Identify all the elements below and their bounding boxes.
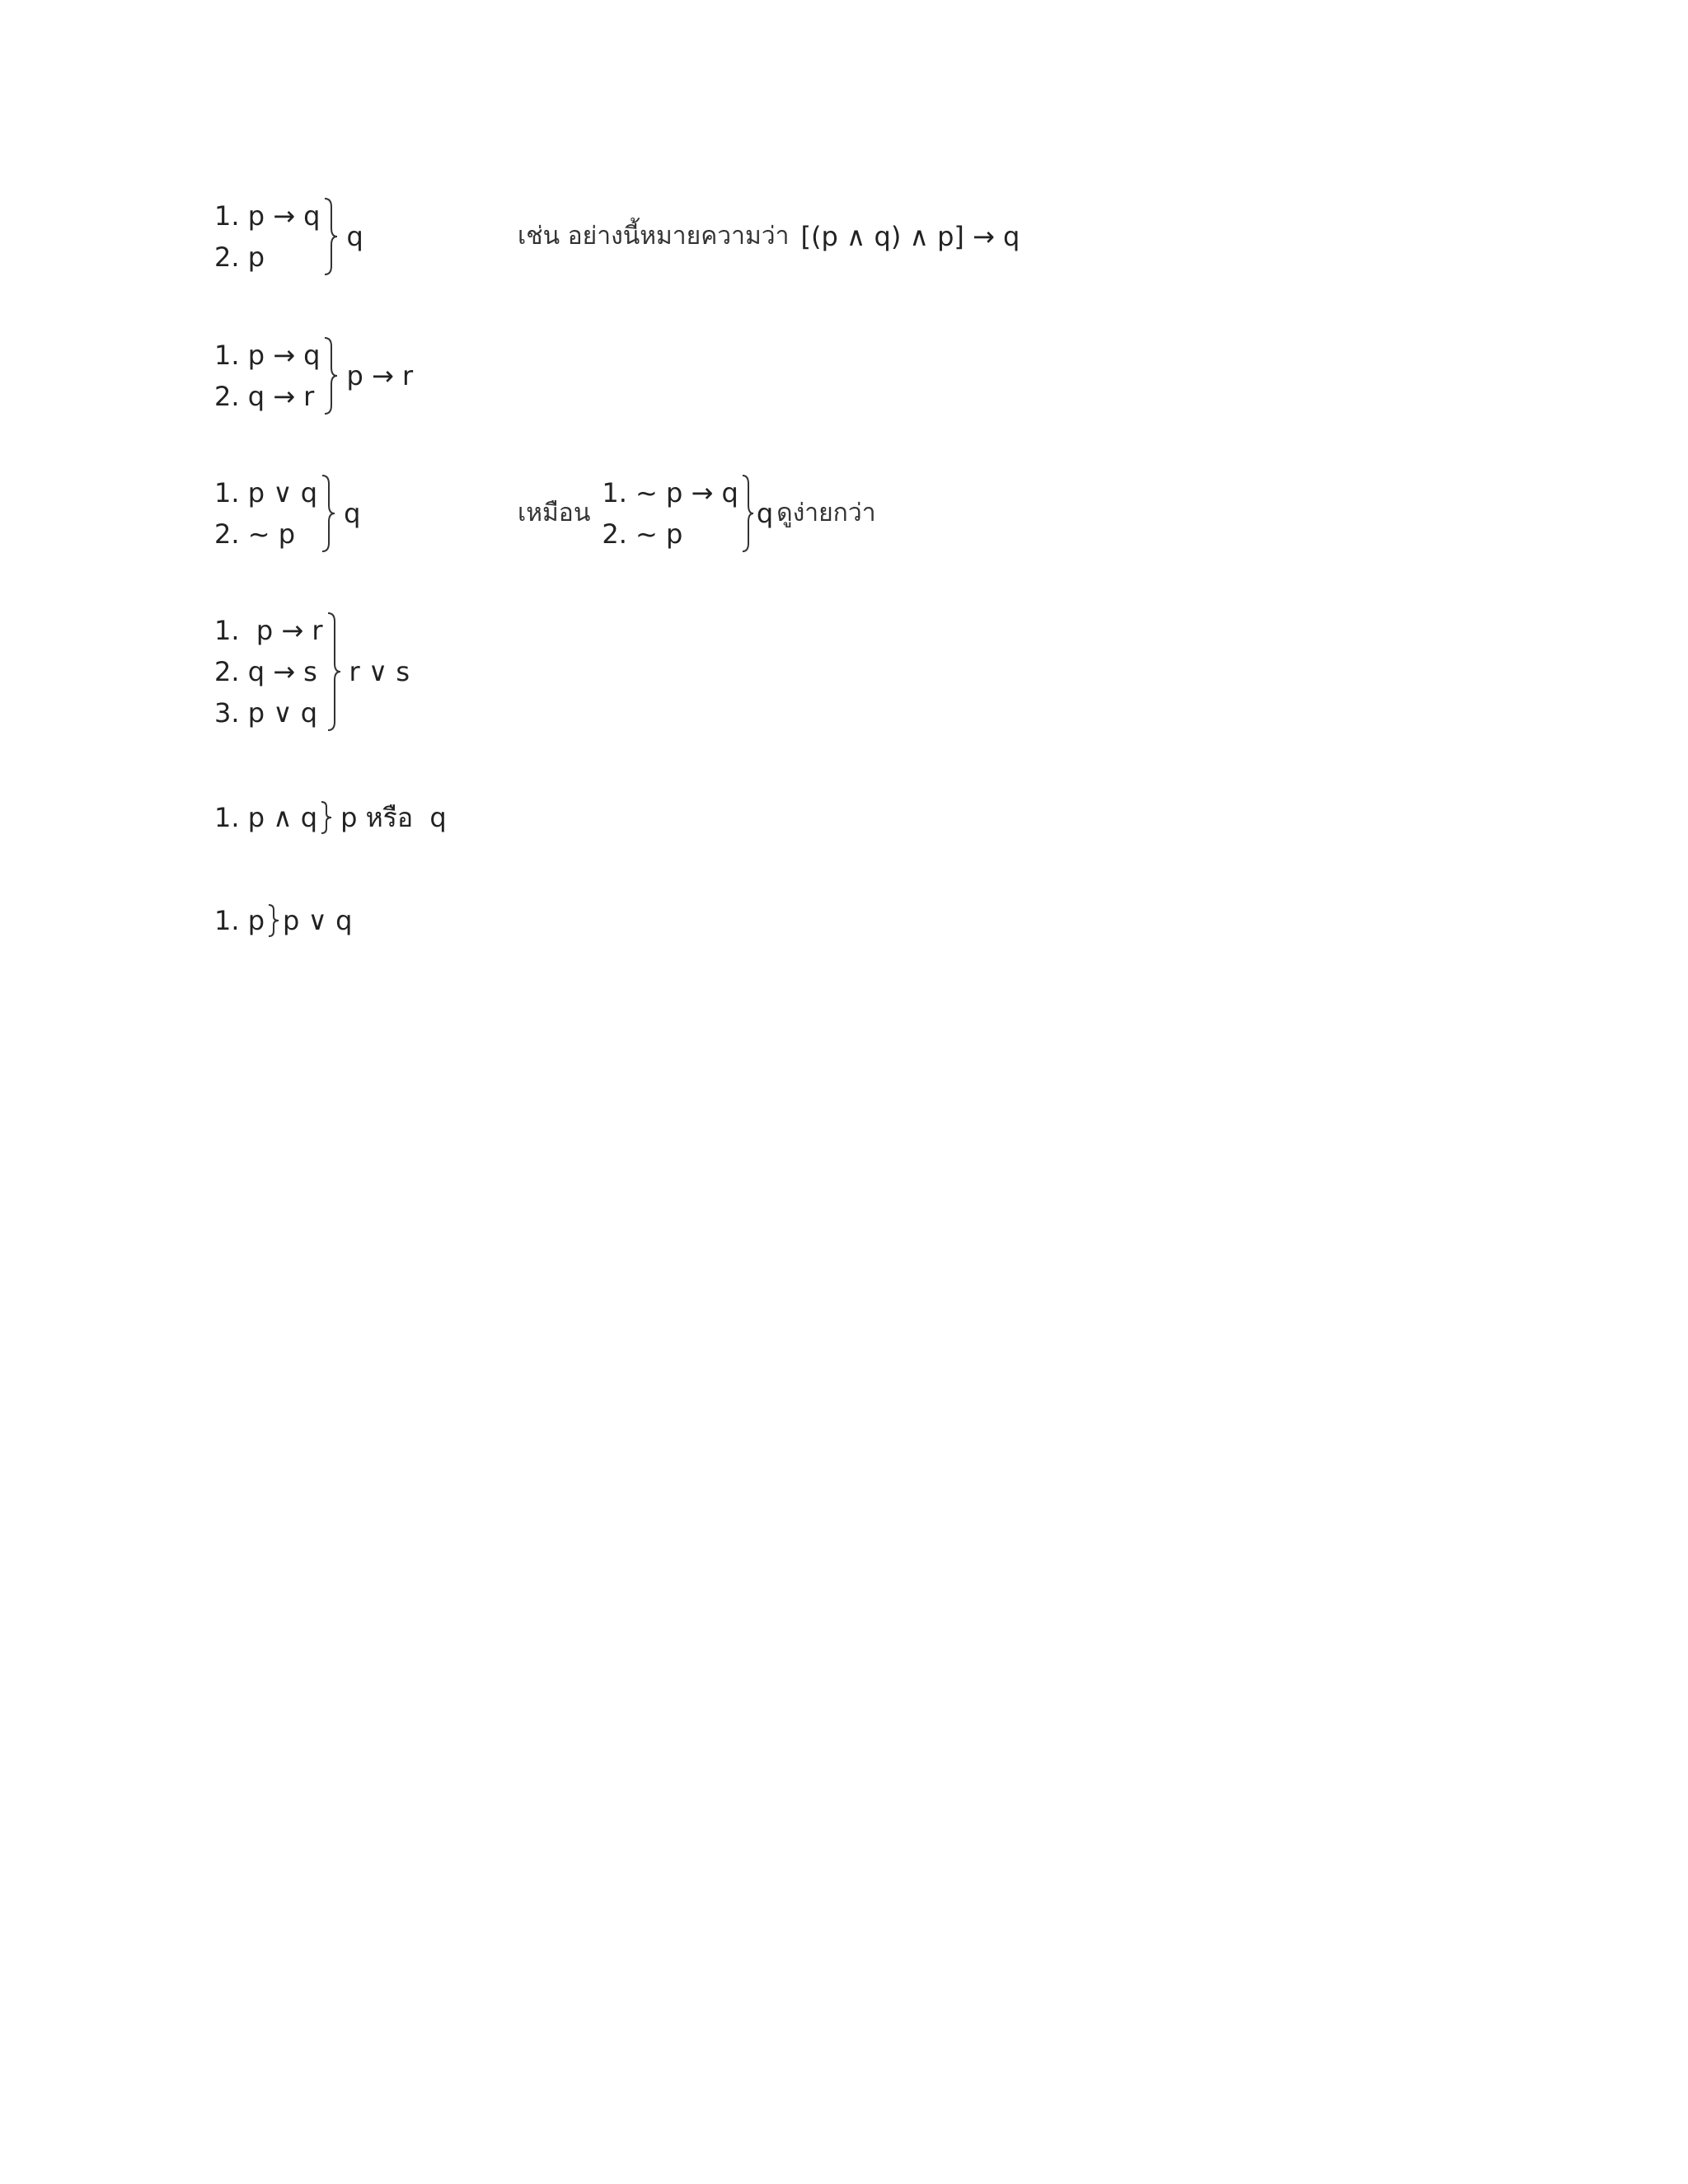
inference-rule-6	[214, 900, 352, 941]
inline-rule	[602, 472, 875, 555]
premise: 1. p → q	[214, 200, 321, 232]
premise: 1. p ∨ q	[214, 477, 318, 509]
premise-list	[214, 472, 317, 555]
inference-rule-1	[214, 195, 363, 278]
right-brace-icon	[319, 472, 337, 555]
note-modus-ponens	[518, 216, 1020, 257]
premise: 1. p → r	[214, 615, 323, 646]
right-brace-icon	[321, 335, 340, 417]
conclusion: q	[346, 221, 363, 252]
premise-list	[602, 472, 738, 555]
premise-list	[214, 610, 323, 733]
right-brace-icon	[740, 472, 755, 555]
note-prefix: เหมือน	[518, 499, 591, 527]
inference-rule-3	[214, 472, 360, 555]
conclusion: p หรือ q	[340, 802, 447, 833]
premise: 1. p	[214, 905, 265, 936]
premise: 2. q → r	[214, 381, 315, 412]
premise: 2. p	[214, 241, 265, 273]
premise: 1. p → q	[214, 340, 321, 371]
conclusion: p → r	[346, 360, 414, 391]
inference-rule-4	[214, 610, 410, 733]
premise: 3. p ∨ q	[214, 697, 318, 729]
premise: 1. ~ p → q	[602, 477, 738, 509]
note-text: เช่น อย่างนี้หมายความว่า	[518, 222, 790, 251]
conclusion: q	[344, 498, 361, 529]
conclusion: r ∨ s	[349, 656, 410, 687]
right-brace-icon	[325, 610, 343, 733]
note-disjunctive	[518, 472, 876, 555]
premise-list	[214, 900, 265, 941]
right-brace-icon	[319, 799, 334, 837]
conclusion: p ∨ q	[283, 905, 353, 936]
premise: 1. p ∧ q	[214, 802, 318, 833]
inference-rule-5	[214, 797, 447, 838]
premise: 2. q → s	[214, 656, 317, 687]
premise: 2. ~ p	[214, 518, 295, 550]
right-brace-icon	[266, 902, 281, 940]
right-brace-icon	[321, 195, 340, 278]
premise-list	[214, 335, 320, 417]
inference-rule-2	[214, 335, 413, 417]
premise-list	[214, 195, 320, 278]
premise-list	[214, 797, 317, 838]
premise: 2. ~ p	[602, 518, 683, 550]
conclusion: q	[756, 498, 774, 529]
note-formula: [(p ∧ q) ∧ p] → q	[800, 221, 1020, 252]
note-suffix: ดูง่ายกว่า	[776, 499, 876, 527]
